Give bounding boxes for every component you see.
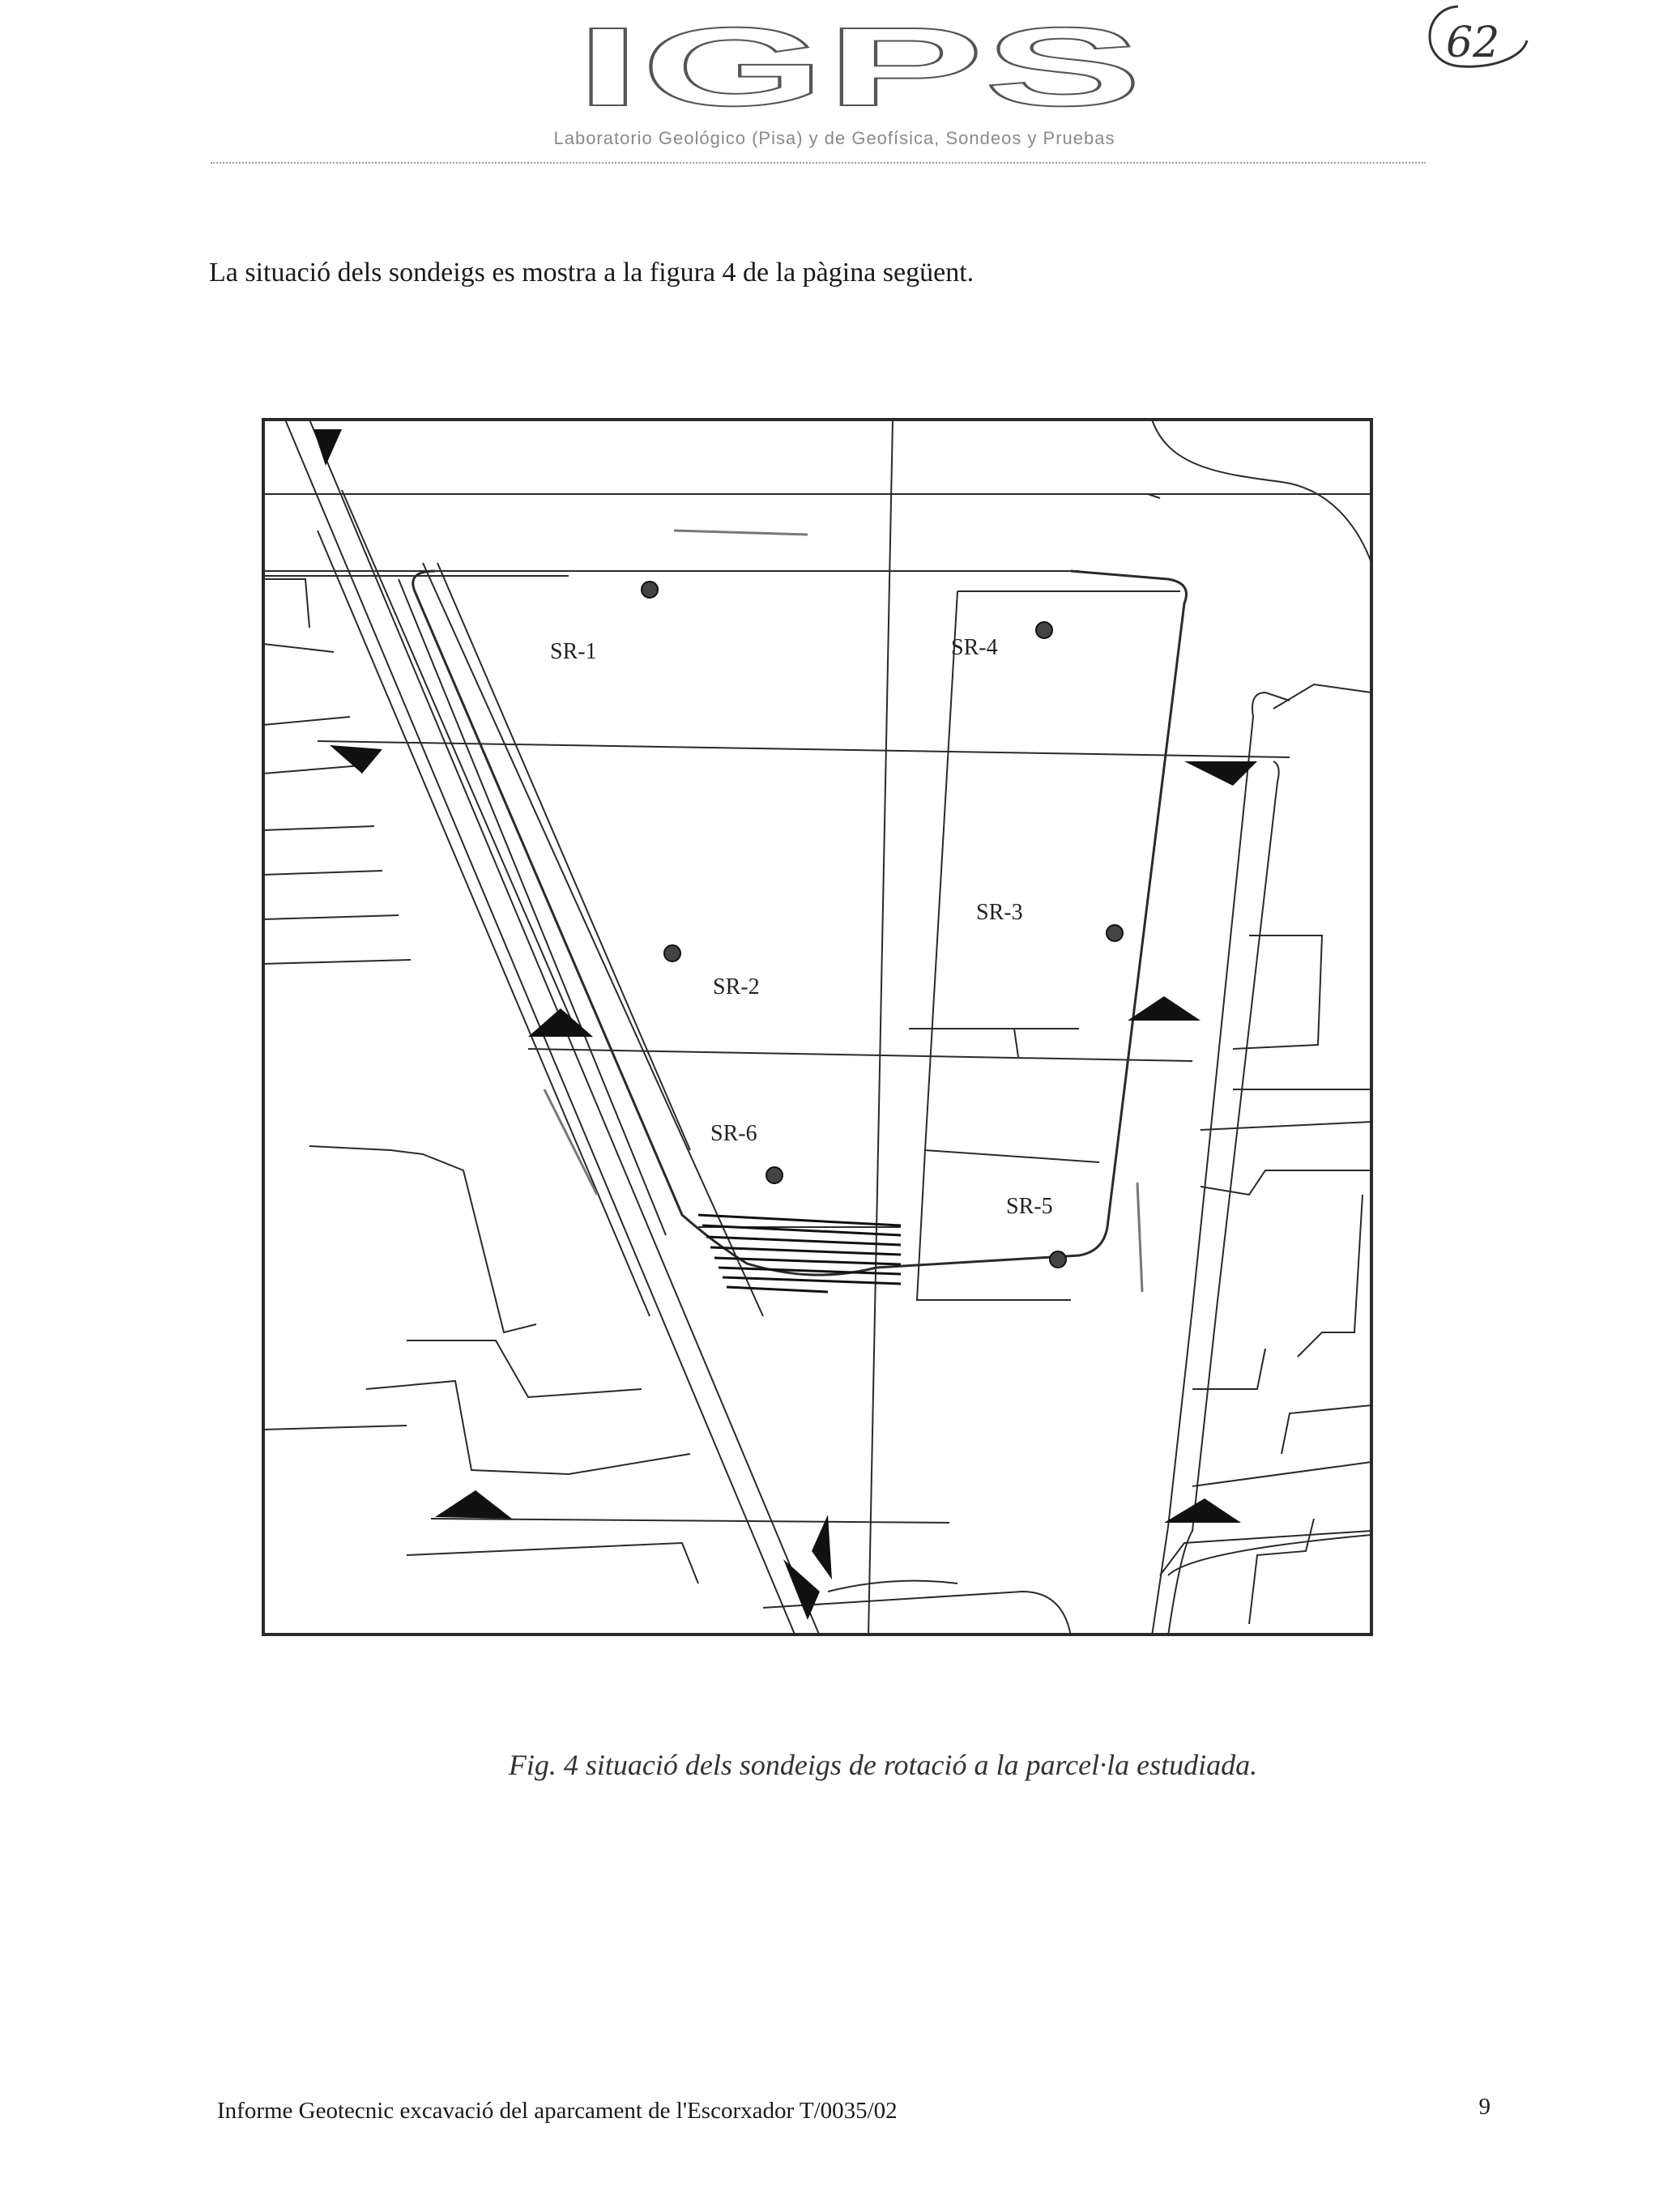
borehole-label: SR-6 [710,1121,757,1146]
page-number: 9 [1478,2094,1491,2120]
intro-paragraph: La situació dels sondeigs es mostra a la figura 4 de la pàgina següent. [209,258,975,288]
borehole-marker-sr6 [766,1167,783,1183]
section-arrow [783,1559,820,1620]
logo-text: IGPS [575,24,1142,113]
footer-text: Informe Geotecnic excavació del aparcament de l'Escorxador T/0035/02 [217,2098,898,2124]
map-frame [263,420,1371,1634]
section-arrows [313,429,1257,1620]
section-arrow [435,1490,512,1519]
street-name-smudges [544,531,1142,1292]
borehole-marker-sr3 [1107,925,1123,941]
borehole-label: SR-3 [976,900,1023,925]
handwritten-page-mark [1414,0,1535,77]
site-plan-figure [261,417,1375,1640]
borehole-label: SR-5 [1006,1194,1053,1219]
igps-logo [567,24,1150,113]
section-arrow [313,429,342,466]
borehole-marker-sr5 [1050,1251,1066,1268]
borehole-marker-sr1 [642,582,658,598]
borehole-label: SR-4 [951,635,998,660]
borehole-label: SR-2 [713,974,760,999]
borehole-marker-sr2 [664,945,680,961]
borehole-label: SR-1 [550,639,597,664]
borehole-marker-sr4 [1036,622,1052,638]
section-arrow [1128,996,1201,1021]
figure-caption: Fig. 4 situació dels sondeigs de rotació a la parcel·la estudiada. [508,1749,1258,1781]
section-arrow [330,745,382,774]
section-arrow [1164,1498,1241,1523]
handwritten-mark-text: 62 [1446,19,1500,67]
section-arrow [812,1515,832,1579]
header-subtitle: Laboratorio Geológico (Pisa) y de Geofísica, Sondeos y Pruebas [553,128,1115,148]
header-divider [211,162,1426,164]
